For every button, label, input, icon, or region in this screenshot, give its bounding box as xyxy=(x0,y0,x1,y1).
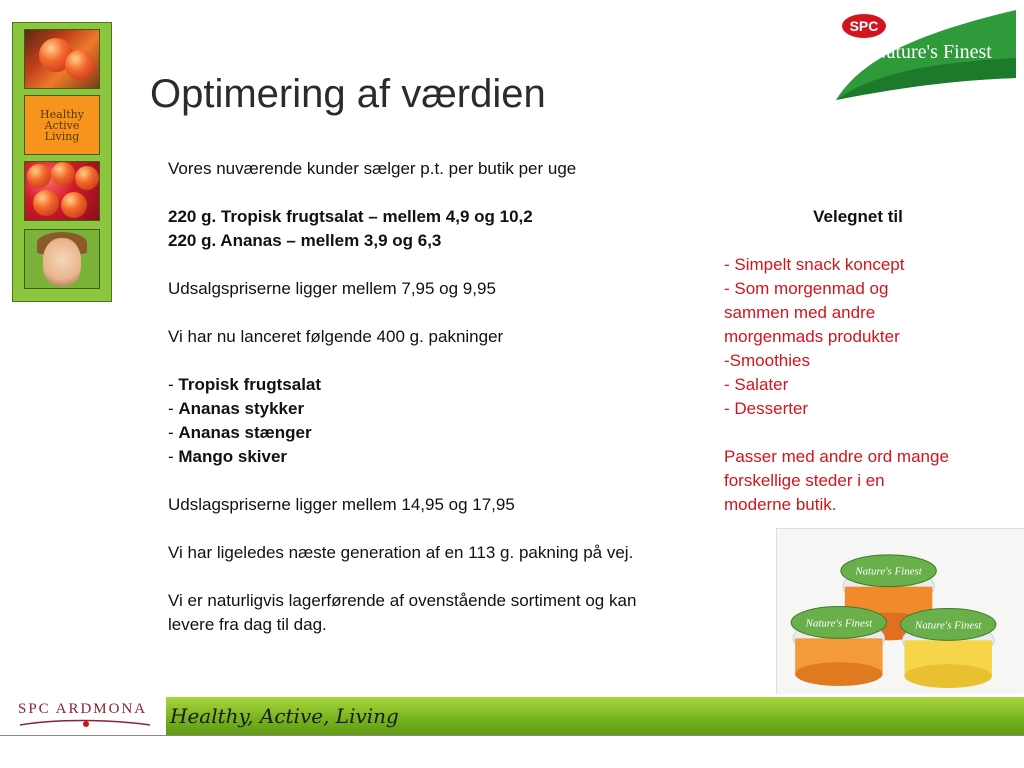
side-title: Velegnet til xyxy=(813,207,903,226)
footer-divider xyxy=(0,735,1024,736)
stock-text: Vi er naturligvis lagerførende af ovenstående sortiment og kan xyxy=(168,591,637,610)
cup-label: Nature's Finest xyxy=(855,565,922,578)
price-line-2: Udslagspriserne ligger mellem 14,95 og 17,95 xyxy=(168,495,515,514)
page-title: Optimering af værdien xyxy=(150,72,546,116)
footer-slogan-bar xyxy=(166,697,1024,735)
company-name: SPC ARDMONA xyxy=(18,701,148,717)
sales-line: 220 g. Tropisk frugtsalat – mellem 4,9 og 10,2 xyxy=(168,207,533,226)
closing-text: Passer med andre ord mange xyxy=(724,447,949,466)
suitable-item: sammen med andre xyxy=(724,303,876,322)
logo-text: Nature's Finest xyxy=(872,41,992,63)
tile-line: Living xyxy=(44,129,80,143)
product-name: Ananas stænger xyxy=(178,423,312,442)
product-name: Ananas stykker xyxy=(178,399,305,418)
main-body-text xyxy=(168,157,728,637)
footer-slogan: Healthy, Active, Living xyxy=(170,704,399,728)
product-name: Tropisk frugtsalat xyxy=(178,375,322,394)
product-name: Mango skiver xyxy=(178,447,288,466)
apples-thumbnail xyxy=(24,161,100,221)
closing-text: moderne butik. xyxy=(724,495,837,514)
spc-ardmona-logo xyxy=(16,697,156,737)
suitable-item: - Desserter xyxy=(724,399,809,418)
dash: - xyxy=(168,447,179,466)
product-item xyxy=(168,445,728,469)
dash: - xyxy=(168,375,179,394)
next-gen-text: Vi har ligeledes næste generation af en 113 g. pakning på vej. xyxy=(168,543,634,562)
suitable-item: - Salater xyxy=(724,375,789,394)
product-item xyxy=(168,421,728,445)
healthy-active-living-tile xyxy=(24,95,100,155)
suitable-item: - Simpelt snack koncept xyxy=(724,255,905,274)
stock-text: levere fra dag til dag. xyxy=(168,615,327,634)
product-item xyxy=(168,373,728,397)
tile-line: Active xyxy=(44,118,80,132)
suitable-for-list xyxy=(724,253,994,517)
natures-finest-logo xyxy=(836,8,1016,100)
dash: - xyxy=(168,399,179,418)
fruit-cups-photo xyxy=(776,528,1024,694)
sidebar-panel xyxy=(12,22,112,302)
suitable-item: -Smoothies xyxy=(724,351,810,370)
logo-swoosh-icon xyxy=(16,697,156,737)
launch-intro: Vi har nu lanceret følgende 400 g. pakninger xyxy=(168,327,504,346)
product-item xyxy=(168,397,728,421)
closing-text: forskellige steder i en xyxy=(724,471,885,490)
intro-text: Vores nuværende kunder sælger p.t. per butik per uge xyxy=(168,159,577,178)
peach-thumbnail xyxy=(24,29,100,89)
cup-label: Nature's Finest xyxy=(805,617,873,630)
logo-badge: SPC xyxy=(849,18,879,34)
price-line: Udsalgspriserne ligger mellem 7,95 og 9,95 xyxy=(168,279,496,298)
cup-label: Nature's Finest xyxy=(914,619,982,632)
dash: - xyxy=(168,423,179,442)
suitable-item: - Som morgenmad og xyxy=(724,279,889,298)
sales-line: 220 g. Ananas – mellem 3,9 og 6,3 xyxy=(168,231,442,250)
child-portrait-thumbnail xyxy=(24,229,100,289)
tile-line: Healthy xyxy=(40,107,84,121)
suitable-item: morgenmads produkter xyxy=(724,327,900,346)
